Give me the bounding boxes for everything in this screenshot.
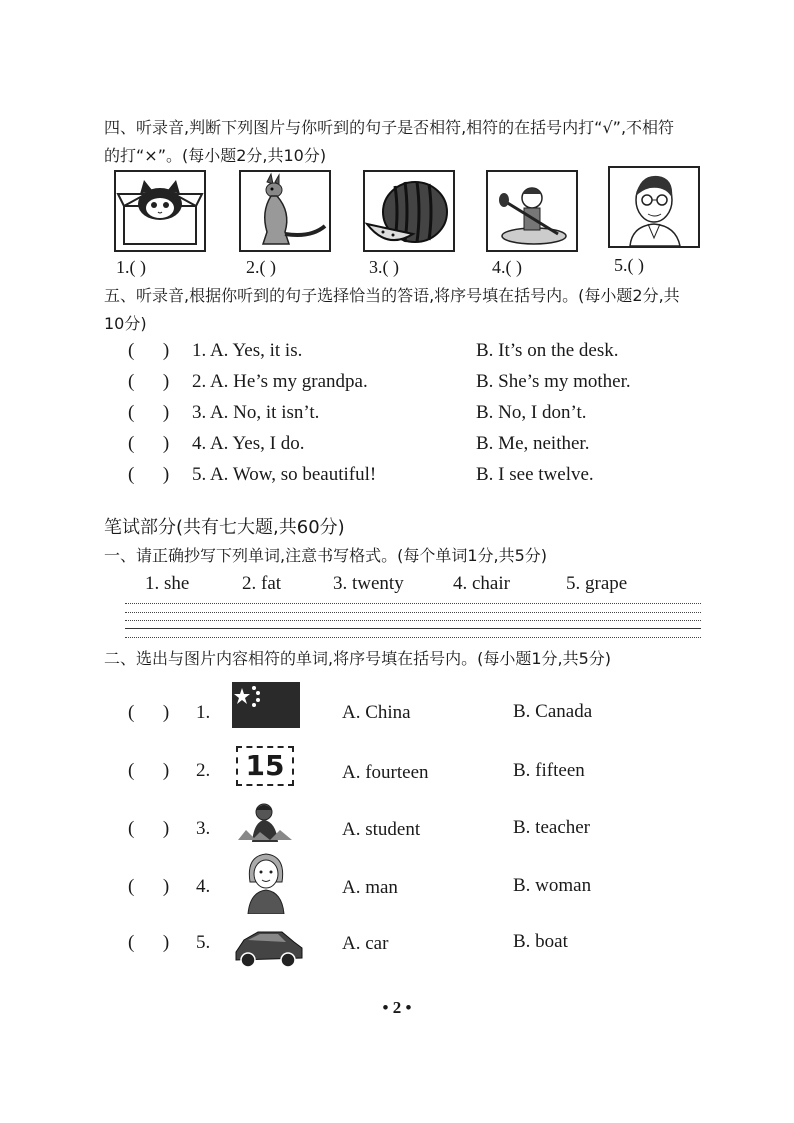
option-b: B. Canada xyxy=(513,701,593,722)
section4-title-line1: 四、听录音,判断下列图片与你听到的句子是否相符,相符的在括号内打“√”,不相符 xyxy=(104,118,675,137)
copy-word-4: 4. chair xyxy=(453,573,510,594)
item-number: 5. xyxy=(196,932,211,953)
option-b: B. It’s on the desk. xyxy=(476,340,619,361)
answer-bracket[interactable]: ( ) xyxy=(128,876,170,897)
option-a: A. man xyxy=(342,877,398,898)
option-a: 4. A. Yes, I do. xyxy=(192,433,305,454)
answer-bracket[interactable]: ( ) xyxy=(128,402,170,423)
writing-guide-line xyxy=(125,612,701,613)
section5-title xyxy=(104,282,744,338)
item-number: 3. xyxy=(196,818,211,839)
option-b: B. boat xyxy=(513,931,568,952)
watermelon-icon xyxy=(363,170,455,252)
option-a: 3. A. No, it isn’t. xyxy=(192,402,320,423)
option-b: B. fifteen xyxy=(513,760,585,781)
section4-answer-5[interactable]: 5.( ) xyxy=(614,255,644,275)
answer-bracket[interactable]: ( ) xyxy=(128,433,170,454)
option-a: A. fourteen xyxy=(342,762,429,783)
option-a: A. car xyxy=(342,933,389,954)
copy-word-5: 5. grape xyxy=(566,573,628,594)
section5-row xyxy=(128,371,688,399)
section5-row xyxy=(128,340,688,368)
option-b: B. She’s my mother. xyxy=(476,371,631,392)
part2-row xyxy=(128,742,688,802)
option-a: 2. A. He’s my grandpa. xyxy=(192,371,368,392)
answer-bracket[interactable]: ( ) xyxy=(128,340,170,361)
cat-in-box-icon xyxy=(114,170,206,252)
part2-title: 二、选出与图片内容相符的单词,将序号填在括号内。(每小题1分,共5分) xyxy=(104,649,612,668)
writing-guide-line xyxy=(125,603,701,604)
option-b: B. Me, neither. xyxy=(476,433,590,454)
copy-word-3: 3. twenty xyxy=(333,573,404,594)
option-b: B. I see twelve. xyxy=(476,464,594,485)
section5-title-line1: 五、听录音,根据你听到的句子选择恰当的答语,将序号填在括号内。(每小题2分,共 xyxy=(104,286,680,305)
section4-answer-3[interactable]: 3.( ) xyxy=(369,257,399,277)
option-a: A. student xyxy=(342,819,421,840)
option-b: B. No, I don’t. xyxy=(476,402,587,423)
answer-bracket[interactable]: ( ) xyxy=(128,932,170,953)
student-icon xyxy=(234,800,296,844)
part2-row xyxy=(128,800,688,860)
section5-row xyxy=(128,433,688,461)
writing-guide-line xyxy=(125,620,701,621)
section5-row xyxy=(128,402,688,430)
writing-base-line xyxy=(125,628,701,629)
section4-title-line2: 的打“×”。(每小题2分,共10分) xyxy=(104,146,327,165)
part1-title: 一、请正确抄写下列单词,注意书写格式。(每个单词1分,共5分) xyxy=(104,546,548,565)
copy-word-1: 1. she xyxy=(145,573,190,594)
answer-bracket[interactable]: ( ) xyxy=(128,702,170,723)
page-number: • 2 • xyxy=(382,998,412,1017)
china-flag-icon xyxy=(232,682,300,728)
item-number: 1. xyxy=(196,702,211,723)
option-a: 1. A. Yes, it is. xyxy=(192,340,303,361)
answer-bracket[interactable]: ( ) xyxy=(128,760,170,781)
boy-boating-icon xyxy=(486,170,578,252)
kangaroo-icon xyxy=(239,170,331,252)
part2-row xyxy=(128,918,688,978)
part2-row xyxy=(128,678,688,738)
option-b: B. teacher xyxy=(513,817,591,838)
answer-bracket[interactable]: ( ) xyxy=(128,818,170,839)
section5-title-line2: 10分) xyxy=(104,314,147,333)
option-a: A. China xyxy=(342,702,411,723)
writing-guide-line xyxy=(125,637,701,638)
number-15-icon: 15 xyxy=(236,746,294,786)
item-number: 2. xyxy=(196,760,211,781)
copy-word-2: 2. fat xyxy=(242,573,282,594)
woman-icon xyxy=(242,852,290,914)
option-b: B. woman xyxy=(513,875,592,896)
car-icon xyxy=(232,922,304,970)
answer-bracket[interactable]: ( ) xyxy=(128,371,170,392)
section4-title xyxy=(104,114,744,170)
man-with-glasses-icon xyxy=(608,166,700,248)
item-number: 4. xyxy=(196,876,211,897)
part2-row xyxy=(128,852,688,912)
section5-row xyxy=(128,464,688,492)
answer-bracket[interactable]: ( ) xyxy=(128,464,170,485)
option-a: 5. A. Wow, so beautiful! xyxy=(192,464,377,485)
section4-answer-1[interactable]: 1.( ) xyxy=(116,257,146,277)
section4-answer-4[interactable]: 4.( ) xyxy=(492,257,522,277)
section4-answer-2[interactable]: 2.( ) xyxy=(246,257,276,277)
written-heading: 笔试部分(共有七大题,共60分) xyxy=(104,517,345,538)
